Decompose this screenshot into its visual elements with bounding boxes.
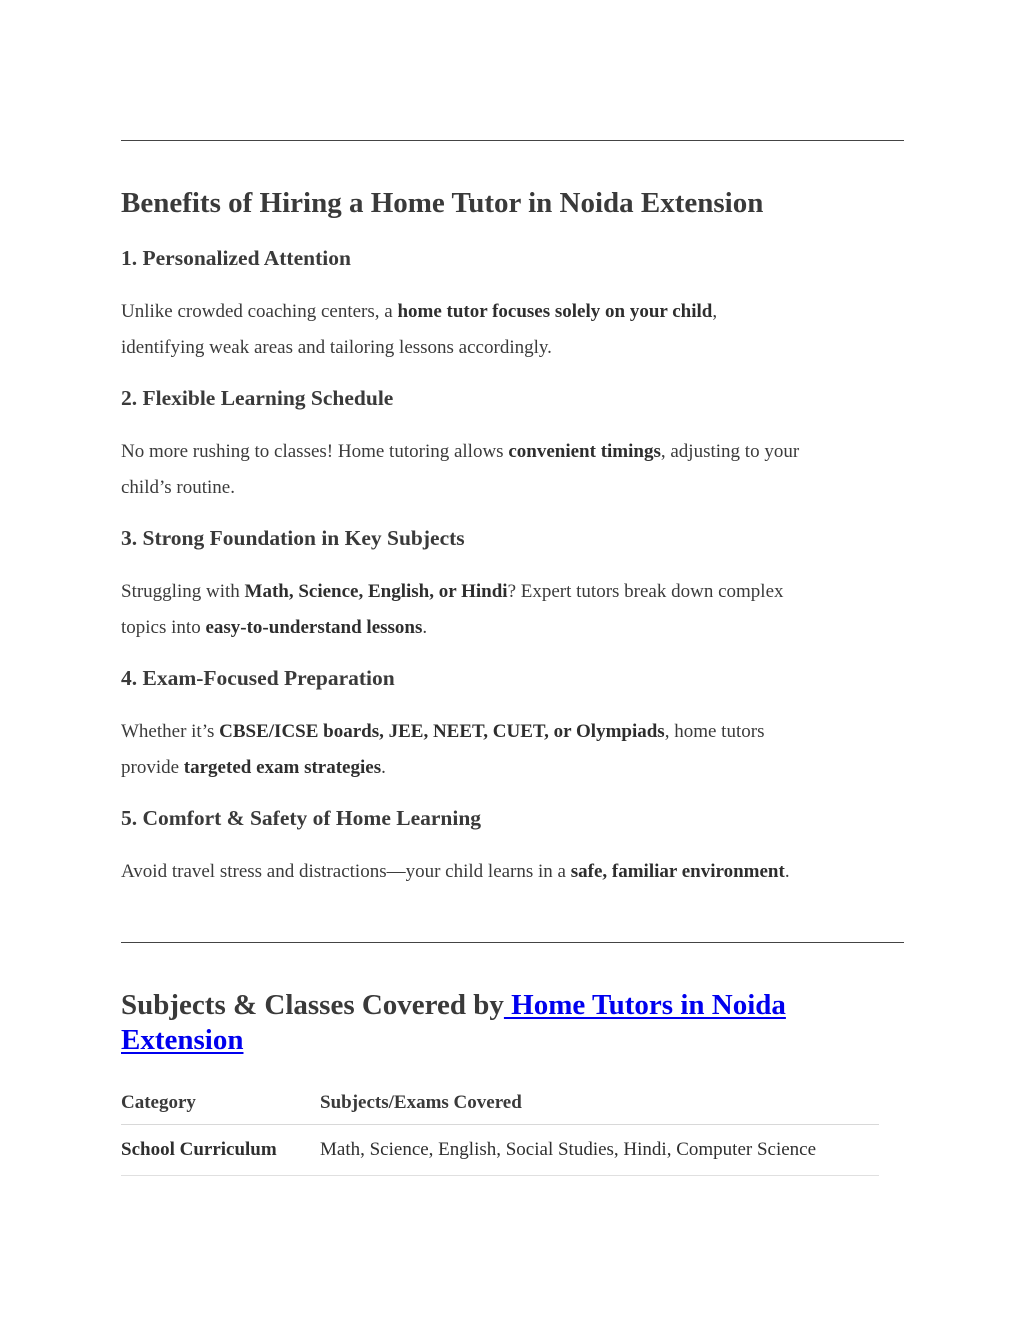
subjects-title-text: Subjects & Classes Covered by: [121, 989, 504, 1021]
table-header-row: [121, 1082, 879, 1125]
benefit-heading-1: 1. Personalized Attention: [121, 246, 351, 270]
benefit-text-2: No more rushing to classes! Home tutoring allows convenient timings, adjusting to your child’s routine.: [121, 441, 800, 498]
benefit-text-4: Whether it’s CBSE/ICSE boards, JEE, NEET, CUET, or Olympiads, home tutors provide targeted exam strategies.: [121, 721, 765, 778]
table-cell-category: School Curriculum: [121, 1125, 320, 1176]
home-tutors-link[interactable]: Home Tutors in Noida Extension: [121, 989, 786, 1056]
table-cell-subjects: Math, Science, English, Social Studies, Hindi, Computer Science: [320, 1125, 879, 1176]
benefit-text-1: Unlike crowded coaching centers, a home tutor focuses solely on your child, identifying weak areas and tailoring lessons accordingly.: [121, 301, 718, 358]
subjects-title: [121, 988, 881, 1058]
benefit-heading-2: 2. Flexible Learning Schedule: [121, 386, 394, 410]
subjects-table: [121, 1082, 879, 1176]
table-header-subjects: Subjects/Exams Covered: [320, 1082, 879, 1125]
table-header-category: Category: [121, 1082, 320, 1125]
section-divider: [121, 942, 904, 943]
benefit-heading-4: 4. Exam-Focused Preparation: [121, 666, 395, 690]
benefit-heading-5: 5. Comfort & Safety of Home Learning: [121, 806, 482, 830]
benefit-text-3: Struggling with Math, Science, English, or Hindi? Expert tutors break down complex topics into easy-to-understand lessons.: [121, 581, 784, 638]
benefit-heading-3: 3. Strong Foundation in Key Subjects: [121, 526, 465, 550]
table-row: [121, 1125, 879, 1176]
top-divider: [121, 140, 904, 141]
benefit-text-5: Avoid travel stress and distractions—your child learns in a safe, familiar environment.: [121, 861, 790, 882]
benefits-title: Benefits of Hiring a Home Tutor in Noida Extension: [121, 187, 764, 219]
